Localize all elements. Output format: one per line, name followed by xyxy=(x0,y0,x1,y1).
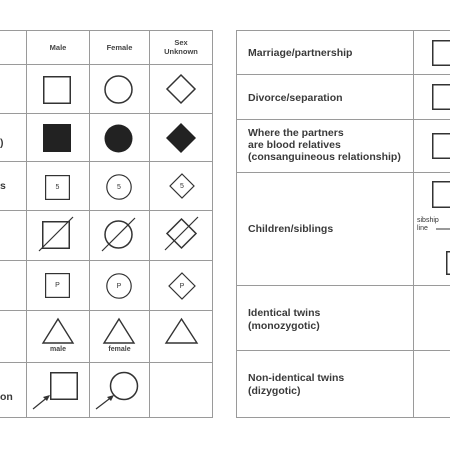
label-marriage-partnership: Marriage/partnership xyxy=(248,47,353,59)
proband-female-arrow-icon xyxy=(92,370,142,412)
row-label-adopted-fragment: on xyxy=(0,391,13,403)
header-male: Male xyxy=(49,43,67,52)
triangle-male-label: male xyxy=(50,346,66,353)
male-square-icon xyxy=(43,76,71,104)
label-divorce-separation: Divorce/separation xyxy=(248,92,343,104)
label-nonidentical-twins-line1: Non-identical twins xyxy=(248,372,345,384)
multiple-male-number: 5 xyxy=(55,184,60,191)
female-circle-icon xyxy=(104,75,133,104)
unknown-triangle-icon xyxy=(165,318,198,344)
multiple-female-number: 5 xyxy=(117,184,121,191)
label-consanguineous-line3: (consanguineous relationship) xyxy=(248,151,401,163)
deceased-male-square-icon xyxy=(38,216,74,252)
label-consanguineous-line1: Where the partners xyxy=(248,127,344,139)
sibship-line-icon xyxy=(436,228,450,230)
affected-female-circle-icon xyxy=(104,124,133,153)
pregnancy-female-p: P xyxy=(116,283,122,290)
label-identical-twins-line1: Identical twins xyxy=(248,307,321,319)
marriage-partner-square-icon xyxy=(432,40,450,66)
affected-male-square-icon xyxy=(43,124,71,152)
divorce-partner-square-icon xyxy=(432,84,450,110)
sibship-line-label-1: sibship xyxy=(417,217,439,224)
row-label-affected-fragment: ) xyxy=(0,137,4,149)
pregnancy-unknown-p: P xyxy=(179,283,185,290)
pregnancy-male-p: P xyxy=(55,282,60,289)
consanguineous-partner-square-icon xyxy=(432,133,450,159)
parent-square-icon xyxy=(432,181,450,208)
label-nonidentical-twins-line2: (dizygotic) xyxy=(248,385,301,397)
male-triangle-icon xyxy=(42,318,74,344)
header-sex-unknown-line2: Unknown xyxy=(164,47,198,56)
label-identical-twins-line2: (monozygotic) xyxy=(248,320,320,332)
header-sex-unknown-line1: Sex xyxy=(174,38,188,47)
affected-unknown-diamond-icon xyxy=(166,123,196,153)
triangle-female-label: female xyxy=(108,346,131,353)
deceased-female-circle-icon xyxy=(101,217,136,252)
sibship-line-label-2: line xyxy=(417,225,428,232)
row-label-multiple-fragment: s xyxy=(0,180,6,192)
child-square-icon xyxy=(446,251,450,275)
label-consanguineous-line2: are blood relatives xyxy=(248,139,341,151)
multiple-unknown-number: 5 xyxy=(180,183,184,190)
proband-male-arrow-icon xyxy=(30,370,80,412)
header-female: Female xyxy=(106,43,133,52)
deceased-unknown-diamond-icon xyxy=(164,216,199,251)
label-children-siblings: Children/siblings xyxy=(248,223,334,235)
unknown-diamond-icon xyxy=(166,74,196,104)
female-triangle-icon xyxy=(103,318,135,344)
